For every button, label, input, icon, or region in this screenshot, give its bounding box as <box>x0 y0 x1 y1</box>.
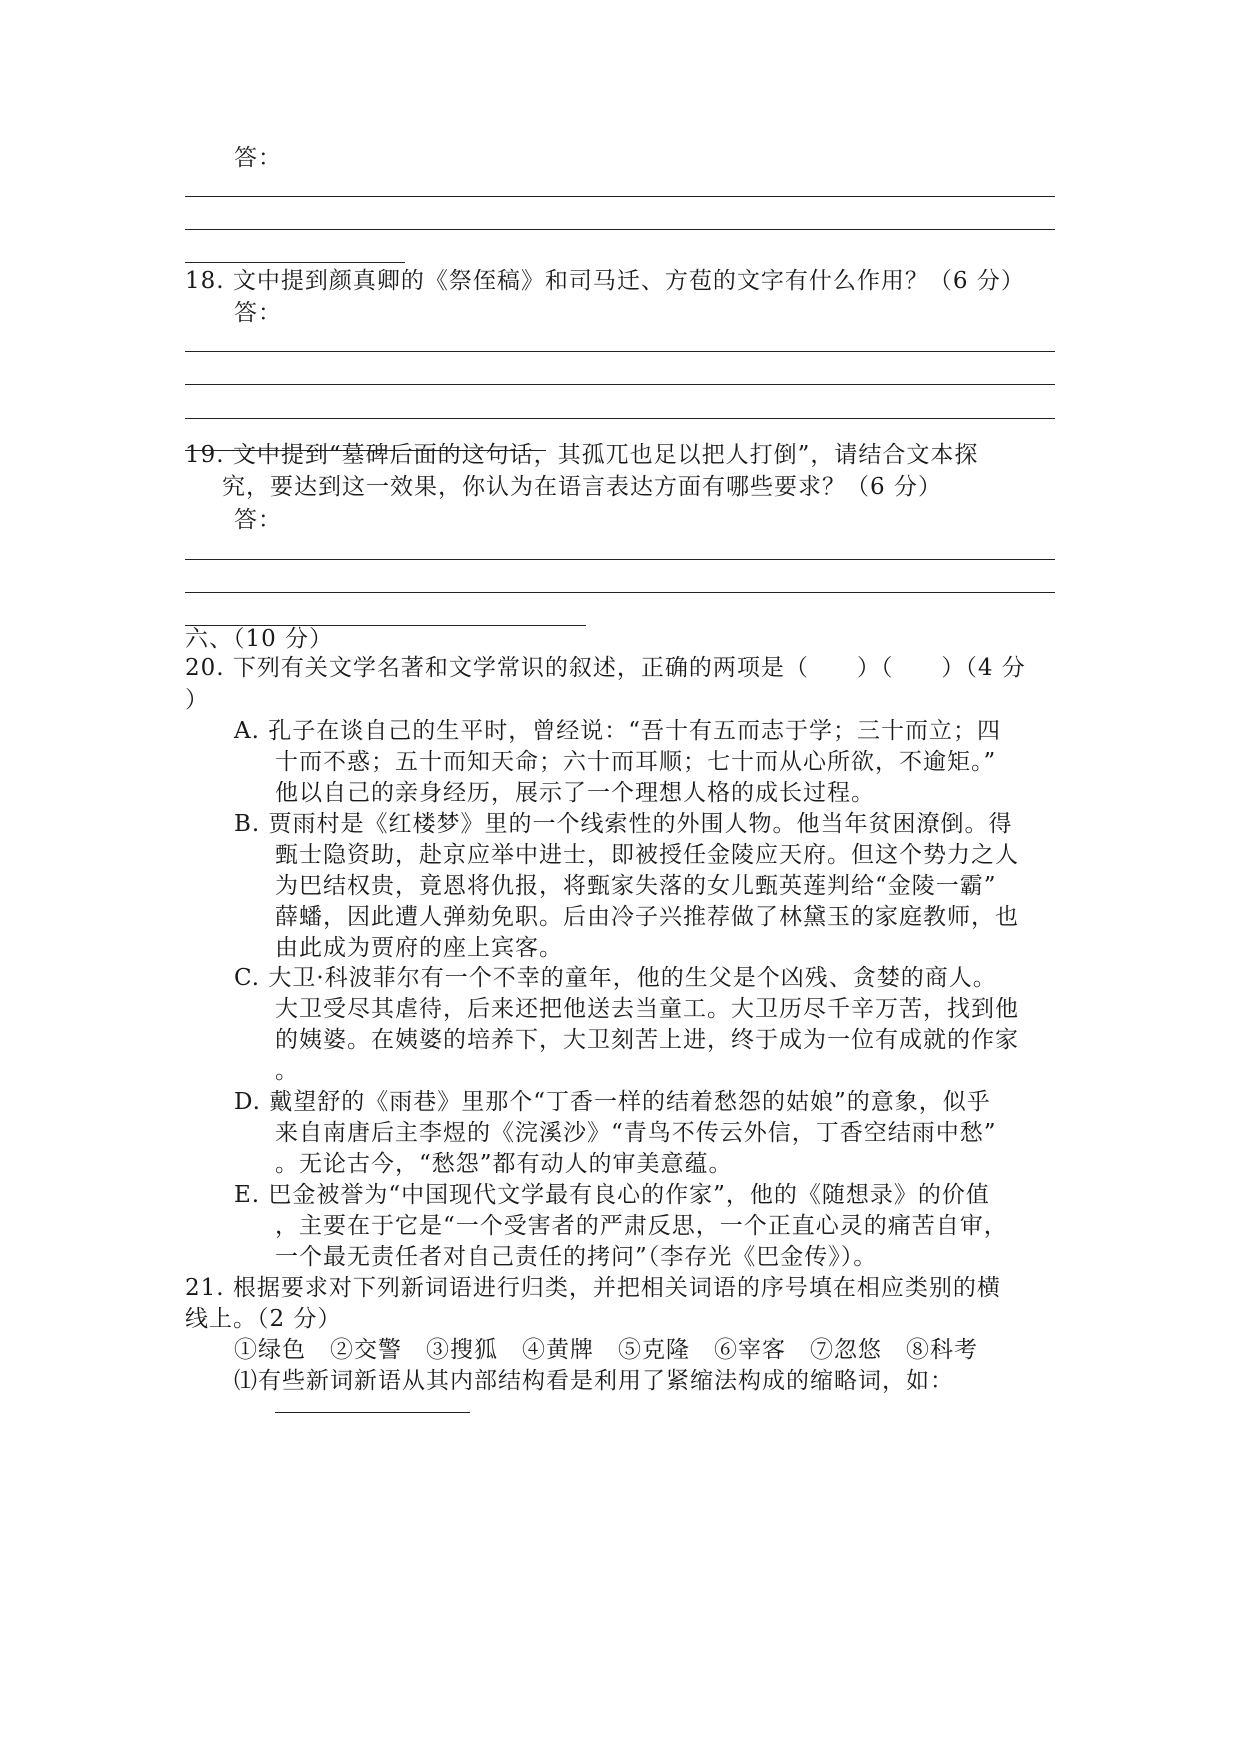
section-6-title: 六、（10 分） <box>185 626 334 652</box>
option-e-line: 一个最无责任者对自己责任的拷问”（李存光《巴金传》）。 <box>275 1244 878 1270</box>
option-a-line: 十而不惑；五十而知天命；六十而耳顺；七十而从心所欲，不逾矩。” <box>275 749 997 775</box>
option-e-line: ，主要在于它是“一个受害者的严肃反思，一个正直心灵的痛苦自审， <box>275 1213 1008 1239</box>
option-c-line: 大卫受尽其虐待，后来还把他送去当童工。大卫历尽千辛万苦，找到他 <box>275 996 1019 1022</box>
question-21-line-1: 21. 根据要求对下列新词语进行归类，并把相关词语的序号填在相应类别的横 <box>185 1275 1001 1301</box>
question-21-line-2: 线上。（2 分） <box>185 1306 342 1332</box>
option-b-line: 为巴结权贵，竟恩将仇报，将甄家失落的女儿甄英莲判给“金陵一霸” <box>275 873 997 899</box>
option-b-line: B. 贾雨村是《红楼梦》里的一个线索性的外围人物。他当年贫困潦倒。得 <box>234 811 1013 837</box>
option-b-line: 甄士隐资助，赴京应举中进士，即被授任金陵应天府。但这个势力之人 <box>275 842 1019 868</box>
fill-in-blank[interactable] <box>275 1412 470 1413</box>
option-d-line: 。无论古今，“愁怨”都有动人的审美意蕴。 <box>275 1151 733 1177</box>
question-18: 18. 文中提到颜真卿的《祭侄稿》和司马迁、方苞的文字有什么作用？（6 分） <box>185 268 1025 294</box>
option-d-line: 来自南唐后主李煜的《浣溪沙》“青鸟不传云外信，丁香空结雨中愁” <box>275 1120 997 1146</box>
option-c-line: C. 大卫·科波菲尔有一个不幸的童年，他的生父是个凶残、贪婪的商人。 <box>234 965 997 991</box>
answer-line[interactable] <box>185 229 1055 230</box>
answer-line[interactable] <box>185 559 1055 560</box>
option-d-line: D. 戴望舒的《雨巷》里那个“丁香一样的结着愁怨的姑娘”的意象，似乎 <box>234 1089 991 1115</box>
question-20-line-1: 20. 下列有关文学名著和文学常识的叙述，正确的两项是（ ）（ ）（4 分 <box>185 655 1026 681</box>
answer-label: 答： <box>234 507 282 533</box>
option-a-line: A. 孔子在谈自己的生平时，曾经说：“吾十有五而志于学；三十而立；四 <box>234 718 1001 744</box>
option-c-line: 的姨婆。在姨婆的培养下，大卫刻苦上进，终于成为一位有成就的作家 <box>275 1027 1019 1053</box>
question-19-line-2: 究，要达到这一效果，你认为在语言表达方面有哪些要求？（6 分） <box>222 474 942 500</box>
question-20-line-2: ） <box>185 687 209 713</box>
option-c-line: 。 <box>275 1058 299 1084</box>
answer-label: 答： <box>234 145 282 171</box>
question-19-line-1: 19. 文中提到“墓碑后面的这句话，其孤兀也足以把人打倒”，请结合文本探 <box>185 442 979 468</box>
answer-line[interactable] <box>185 196 1055 197</box>
option-e-line: E. 巴金被誉为“中国现代文学最有良心的作家”，他的《随想录》的价值 <box>234 1182 990 1208</box>
option-b-line: 薛蟠，因此遭人弹劾免职。后由冷子兴推荐做了林黛玉的家庭教师，也 <box>275 904 1019 930</box>
answer-line[interactable] <box>185 592 1055 593</box>
option-a-line: 他以自己的亲身经历，展示了一个理想人格的成长过程。 <box>275 780 875 806</box>
option-b-line: 由此成为贾府的座上宾客。 <box>275 935 563 961</box>
answer-line[interactable] <box>185 351 1055 352</box>
question-21-sub-1: ⑴有些新词新语从其内部结构看是利用了紧缩法构成的缩略词，如： <box>234 1368 954 1394</box>
word-list: ①绿色 ②交警 ③搜狐 ④黄牌 ⑤克隆 ⑥宰客 ⑦忽悠 ⑧科考 <box>234 1337 978 1363</box>
answer-line[interactable] <box>185 418 1055 419</box>
answer-line[interactable] <box>185 384 1055 385</box>
answer-line[interactable] <box>185 262 405 263</box>
answer-label: 答： <box>234 300 282 326</box>
